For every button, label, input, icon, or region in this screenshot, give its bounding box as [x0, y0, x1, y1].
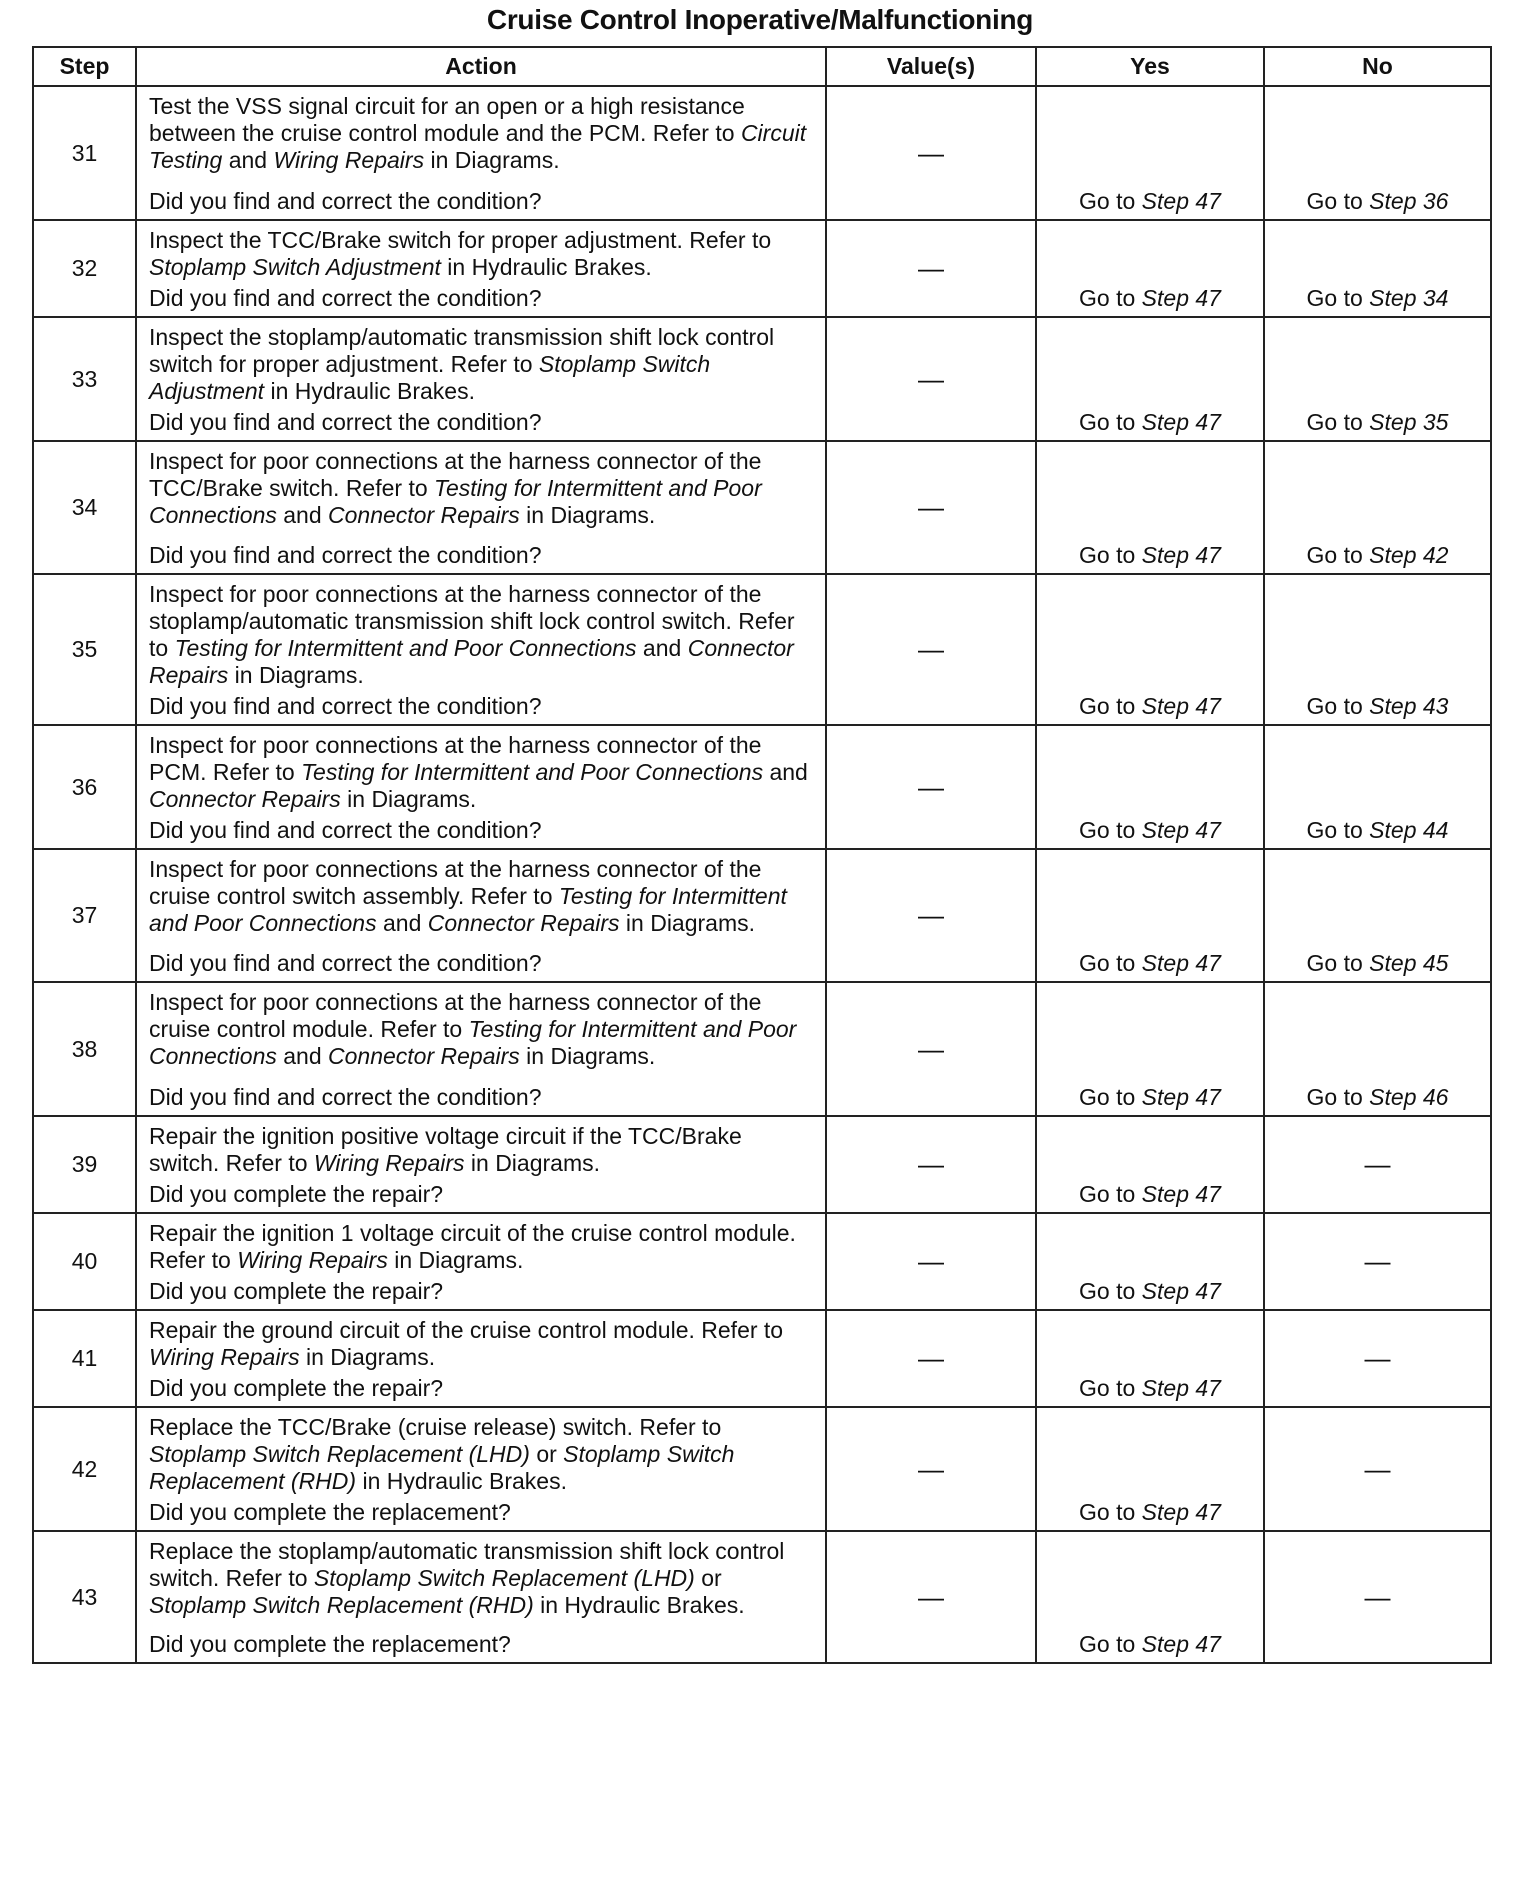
go-to-label: Go to — [1306, 409, 1370, 435]
value-cell: — — [826, 1116, 1036, 1213]
reference-link-text: Connector Repairs — [149, 786, 341, 812]
go-to-step-link: Step 47 — [1141, 188, 1221, 214]
action-text-segment: Repair the ignition 1 voltage circuit of the cruise control module. Refer to — [149, 1220, 796, 1273]
reference-link-text: Testing for Intermittent and Poor Connections — [149, 883, 787, 936]
action-cell — [136, 574, 826, 725]
action-text-segment: Replace the TCC/Brake (cruise release) switch. Refer to — [149, 1414, 722, 1440]
action-text — [149, 324, 817, 405]
table-row — [33, 982, 1491, 1116]
go-to-step-link: Step 47 — [1141, 1499, 1221, 1525]
table-body — [33, 86, 1491, 1663]
reference-link-text: Wiring Repairs — [237, 1247, 388, 1273]
yes-cell — [1036, 1531, 1264, 1663]
go-to-step-link: Step 47 — [1141, 542, 1221, 568]
action-question: Did you complete the replacement? — [149, 1631, 511, 1657]
step-number: 42 — [33, 1407, 136, 1531]
yes-cell — [1036, 317, 1264, 441]
action-cell — [136, 1213, 826, 1310]
action-cell — [136, 1310, 826, 1407]
go-to-label: Go to — [1079, 1631, 1142, 1657]
no-cell — [1264, 86, 1491, 220]
action-cell — [136, 1407, 826, 1531]
yes-cell — [1036, 982, 1264, 1116]
action-cell — [136, 317, 826, 441]
reference-link-text: Connector Repairs — [427, 910, 620, 936]
go-to-step-link: Step 44 — [1369, 817, 1449, 843]
yes-cell — [1036, 574, 1264, 725]
table-row — [33, 574, 1491, 725]
action-text-segment: Inspect the stoplamp/automatic transmission shift lock control switch for proper adjustment. Refer to — [149, 324, 775, 377]
action-question: Did you complete the repair? — [149, 1181, 444, 1207]
action-question: Did you find and correct the condition? — [149, 285, 542, 311]
action-text-segment: in Diagrams. — [299, 1344, 436, 1370]
go-to-label: Go to — [1079, 1084, 1142, 1110]
no-cell — [1264, 725, 1491, 849]
action-text-segment: and — [276, 1043, 329, 1069]
step-number: 37 — [33, 849, 136, 982]
go-to-step-link: Step 47 — [1141, 693, 1221, 719]
action-text-segment: or — [694, 1565, 722, 1591]
table-row — [33, 220, 1491, 317]
table-row — [33, 849, 1491, 982]
step-number: 35 — [33, 574, 136, 725]
header-action: Action — [136, 47, 826, 86]
table-row — [33, 1213, 1491, 1310]
value-cell: — — [826, 574, 1036, 725]
action-question: Did you find and correct the condition? — [149, 950, 542, 976]
value-cell: — — [826, 1407, 1036, 1531]
action-text-segment: Repair the ground circuit of the cruise control module. Refer to — [149, 1317, 784, 1343]
go-to-step-link: Step 46 — [1369, 1084, 1449, 1110]
yes-cell — [1036, 1116, 1264, 1213]
action-text — [149, 989, 817, 1070]
go-to-label: Go to — [1306, 817, 1370, 843]
go-to-step-link: Step 47 — [1141, 1181, 1221, 1207]
action-text-segment: in Diagrams. — [464, 1150, 600, 1176]
yes-cell — [1036, 1213, 1264, 1310]
go-to-step-link: Step 34 — [1369, 285, 1449, 311]
step-number: 38 — [33, 982, 136, 1116]
go-to-step-link: Step 42 — [1369, 542, 1449, 568]
table-row — [33, 1407, 1491, 1531]
go-to-step-link: Step 45 — [1369, 950, 1449, 976]
value-cell: — — [826, 86, 1036, 220]
yes-cell — [1036, 220, 1264, 317]
action-text — [149, 856, 817, 937]
action-cell — [136, 1531, 826, 1663]
value-cell: — — [826, 441, 1036, 574]
header-yes: Yes — [1036, 47, 1264, 86]
action-text-segment: Inspect for poor connections at the harness connector of the TCC/Brake switch. Refer to — [149, 448, 762, 501]
value-cell: — — [826, 317, 1036, 441]
go-to-step-link: Step 47 — [1141, 817, 1221, 843]
action-text-segment: and — [276, 502, 329, 528]
step-number: 34 — [33, 441, 136, 574]
go-to-label: Go to — [1306, 188, 1370, 214]
action-text-segment: in Diagrams. — [619, 910, 756, 936]
reference-link-text: Stoplamp Switch Adjustment — [149, 351, 711, 404]
action-question: Did you find and correct the condition? — [149, 542, 542, 568]
go-to-step-link: Step 47 — [1141, 1278, 1221, 1304]
action-text-segment: in Diagrams. — [424, 147, 560, 173]
table-row — [33, 725, 1491, 849]
action-cell — [136, 849, 826, 982]
reference-link-text: Wiring Repairs — [149, 1344, 300, 1370]
go-to-step-link: Step 35 — [1369, 409, 1449, 435]
step-number: 33 — [33, 317, 136, 441]
value-cell: — — [826, 220, 1036, 317]
action-text-segment: in Diagrams. — [519, 1043, 656, 1069]
no-cell — [1264, 574, 1491, 725]
action-text — [149, 732, 817, 813]
action-text — [149, 581, 817, 689]
table-row — [33, 1310, 1491, 1407]
reference-link-text: Wiring Repairs — [273, 147, 425, 173]
table-row — [33, 1116, 1491, 1213]
no-cell: — — [1264, 1310, 1491, 1407]
action-text — [149, 1538, 817, 1619]
reference-link-text: Stoplamp Switch Replacement (RHD) — [149, 1592, 534, 1618]
reference-link-text: Stoplamp Switch Replacement (LHD) — [149, 1441, 530, 1467]
action-question: Did you find and correct the condition? — [149, 409, 542, 435]
action-text-segment: Inspect for poor connections at the harness connector of the stoplamp/automatic transmission shift lock control switch. Refer to — [149, 581, 795, 661]
action-question: Did you find and correct the condition? — [149, 1084, 542, 1110]
reference-link-text: Connector Repairs — [328, 1043, 520, 1069]
step-number: 36 — [33, 725, 136, 849]
header-step: Step — [33, 47, 136, 86]
reference-link-text: Testing for Intermittent and Poor Connections — [174, 635, 637, 661]
go-to-label: Go to — [1079, 409, 1142, 435]
page-title: Cruise Control Inoperative/Malfunctioning — [486, 4, 1034, 35]
action-text-segment: and — [763, 759, 808, 785]
step-number: 32 — [33, 220, 136, 317]
reference-link-text: Stoplamp Switch Replacement (RHD) — [149, 1441, 735, 1494]
go-to-label: Go to — [1079, 1499, 1142, 1525]
action-text — [149, 1317, 817, 1371]
action-text-segment: in Diagrams. — [387, 1247, 524, 1273]
value-cell: — — [826, 725, 1036, 849]
no-cell: — — [1264, 1531, 1491, 1663]
header-no: No — [1264, 47, 1491, 86]
yes-cell — [1036, 1310, 1264, 1407]
action-question: Did you complete the repair? — [149, 1375, 444, 1401]
go-to-label: Go to — [1079, 542, 1142, 568]
action-question: Did you find and correct the condition? — [149, 693, 542, 719]
action-text-segment: or — [529, 1441, 564, 1467]
action-cell — [136, 982, 826, 1116]
go-to-step-link: Step 43 — [1369, 693, 1449, 719]
yes-cell — [1036, 1407, 1264, 1531]
go-to-label: Go to — [1306, 1084, 1370, 1110]
action-cell — [136, 1116, 826, 1213]
yes-cell — [1036, 849, 1264, 982]
reference-link-text: Testing for Intermittent and Poor Connections — [301, 759, 764, 785]
step-number: 41 — [33, 1310, 136, 1407]
no-cell — [1264, 982, 1491, 1116]
action-cell — [136, 86, 826, 220]
table-row — [33, 317, 1491, 441]
value-cell: — — [826, 1310, 1036, 1407]
go-to-label: Go to — [1306, 693, 1370, 719]
table-row — [33, 1531, 1491, 1663]
go-to-label: Go to — [1306, 542, 1370, 568]
action-question: Did you complete the repair? — [149, 1278, 444, 1304]
no-cell — [1264, 220, 1491, 317]
step-number: 31 — [33, 86, 136, 220]
action-text-segment: and — [376, 910, 428, 936]
action-text — [149, 1220, 817, 1274]
reference-link-text: Wiring Repairs — [313, 1150, 465, 1176]
go-to-step-link: Step 47 — [1141, 1084, 1221, 1110]
action-text — [149, 448, 817, 529]
action-text-segment: in Hydraulic Brakes. — [356, 1468, 567, 1494]
go-to-label: Go to — [1079, 693, 1142, 719]
go-to-step-link: Step 47 — [1141, 1375, 1221, 1401]
reference-link-text: Testing for Intermittent and Poor Connections — [149, 475, 762, 528]
table-row — [33, 441, 1491, 574]
action-text-segment: and — [222, 147, 274, 173]
yes-cell — [1036, 725, 1264, 849]
action-text-segment: in Diagrams. — [340, 786, 477, 812]
go-to-step-link: Step 47 — [1141, 409, 1221, 435]
no-cell — [1264, 317, 1491, 441]
action-text-segment: Repair the ignition positive voltage circuit if the TCC/Brake switch. Refer to — [149, 1123, 742, 1176]
diagnostic-table — [32, 46, 1492, 1664]
step-number: 39 — [33, 1116, 136, 1213]
value-cell: — — [826, 982, 1036, 1116]
go-to-label: Go to — [1079, 1278, 1142, 1304]
action-text-segment: in Diagrams. — [519, 502, 656, 528]
yes-cell — [1036, 86, 1264, 220]
action-text-segment: Inspect for poor connections at the harness connector of the PCM. Refer to — [149, 732, 762, 785]
action-text-segment: Replace the stoplamp/automatic transmission shift lock control switch. Refer to — [149, 1538, 785, 1591]
action-cell — [136, 441, 826, 574]
action-text-segment: Inspect the TCC/Brake switch for proper adjustment. Refer to — [149, 227, 772, 253]
go-to-label: Go to — [1306, 950, 1370, 976]
reference-link-text: Connector Repairs — [328, 502, 520, 528]
header-values: Value(s) — [826, 47, 1036, 86]
go-to-label: Go to — [1079, 817, 1142, 843]
action-question: Did you complete the replacement? — [149, 1499, 511, 1525]
go-to-step-link: Step 36 — [1369, 188, 1449, 214]
action-text-segment: and — [636, 635, 688, 661]
action-question: Did you find and correct the condition? — [149, 817, 542, 843]
action-text — [149, 227, 817, 281]
value-cell: — — [826, 1213, 1036, 1310]
reference-link-text: Stoplamp Switch Replacement (LHD) — [313, 1565, 695, 1591]
yes-cell — [1036, 441, 1264, 574]
value-cell: — — [826, 849, 1036, 982]
step-number: 43 — [33, 1531, 136, 1663]
go-to-label: Go to — [1079, 1375, 1142, 1401]
no-cell: — — [1264, 1116, 1491, 1213]
no-cell: — — [1264, 1407, 1491, 1531]
no-cell — [1264, 441, 1491, 574]
go-to-step-link: Step 47 — [1141, 285, 1221, 311]
reference-link-text: Connector Repairs — [149, 635, 794, 688]
action-text — [149, 1123, 817, 1177]
action-cell — [136, 725, 826, 849]
table-row — [33, 86, 1491, 220]
reference-link-text: Testing for Intermittent and Poor Connections — [149, 1016, 797, 1069]
go-to-label: Go to — [1079, 950, 1142, 976]
action-text-segment: in Hydraulic Brakes. — [533, 1592, 745, 1618]
action-text-segment: in Hydraulic Brakes. — [440, 254, 652, 280]
step-number: 40 — [33, 1213, 136, 1310]
no-cell: — — [1264, 1213, 1491, 1310]
action-text-segment: Test the VSS signal circuit for an open or a high resistance between the cruise control module and the PCM. Refer to — [149, 93, 745, 146]
go-to-step-link: Step 47 — [1141, 1631, 1221, 1657]
no-cell — [1264, 849, 1491, 982]
action-text — [149, 93, 817, 174]
reference-link-text: Stoplamp Switch Adjustment — [149, 254, 441, 280]
go-to-step-link: Step 47 — [1141, 950, 1221, 976]
action-text-segment: Inspect for poor connections at the harness connector of the cruise control switch assembly. Refer to — [149, 856, 762, 909]
action-text-segment: in Diagrams. — [228, 662, 364, 688]
value-cell: — — [826, 1531, 1036, 1663]
go-to-label: Go to — [1079, 1181, 1142, 1207]
action-cell — [136, 220, 826, 317]
action-text-segment: in Hydraulic Brakes. — [264, 378, 475, 404]
reference-link-text: Circuit Testing — [149, 120, 807, 173]
table-header-row — [33, 47, 1491, 86]
action-question: Did you find and correct the condition? — [149, 188, 542, 214]
go-to-label: Go to — [1306, 285, 1370, 311]
go-to-label: Go to — [1079, 188, 1142, 214]
action-text-segment: Inspect for poor connections at the harness connector of the cruise control module. Refer to — [149, 989, 762, 1042]
go-to-label: Go to — [1079, 285, 1142, 311]
action-text — [149, 1414, 817, 1495]
